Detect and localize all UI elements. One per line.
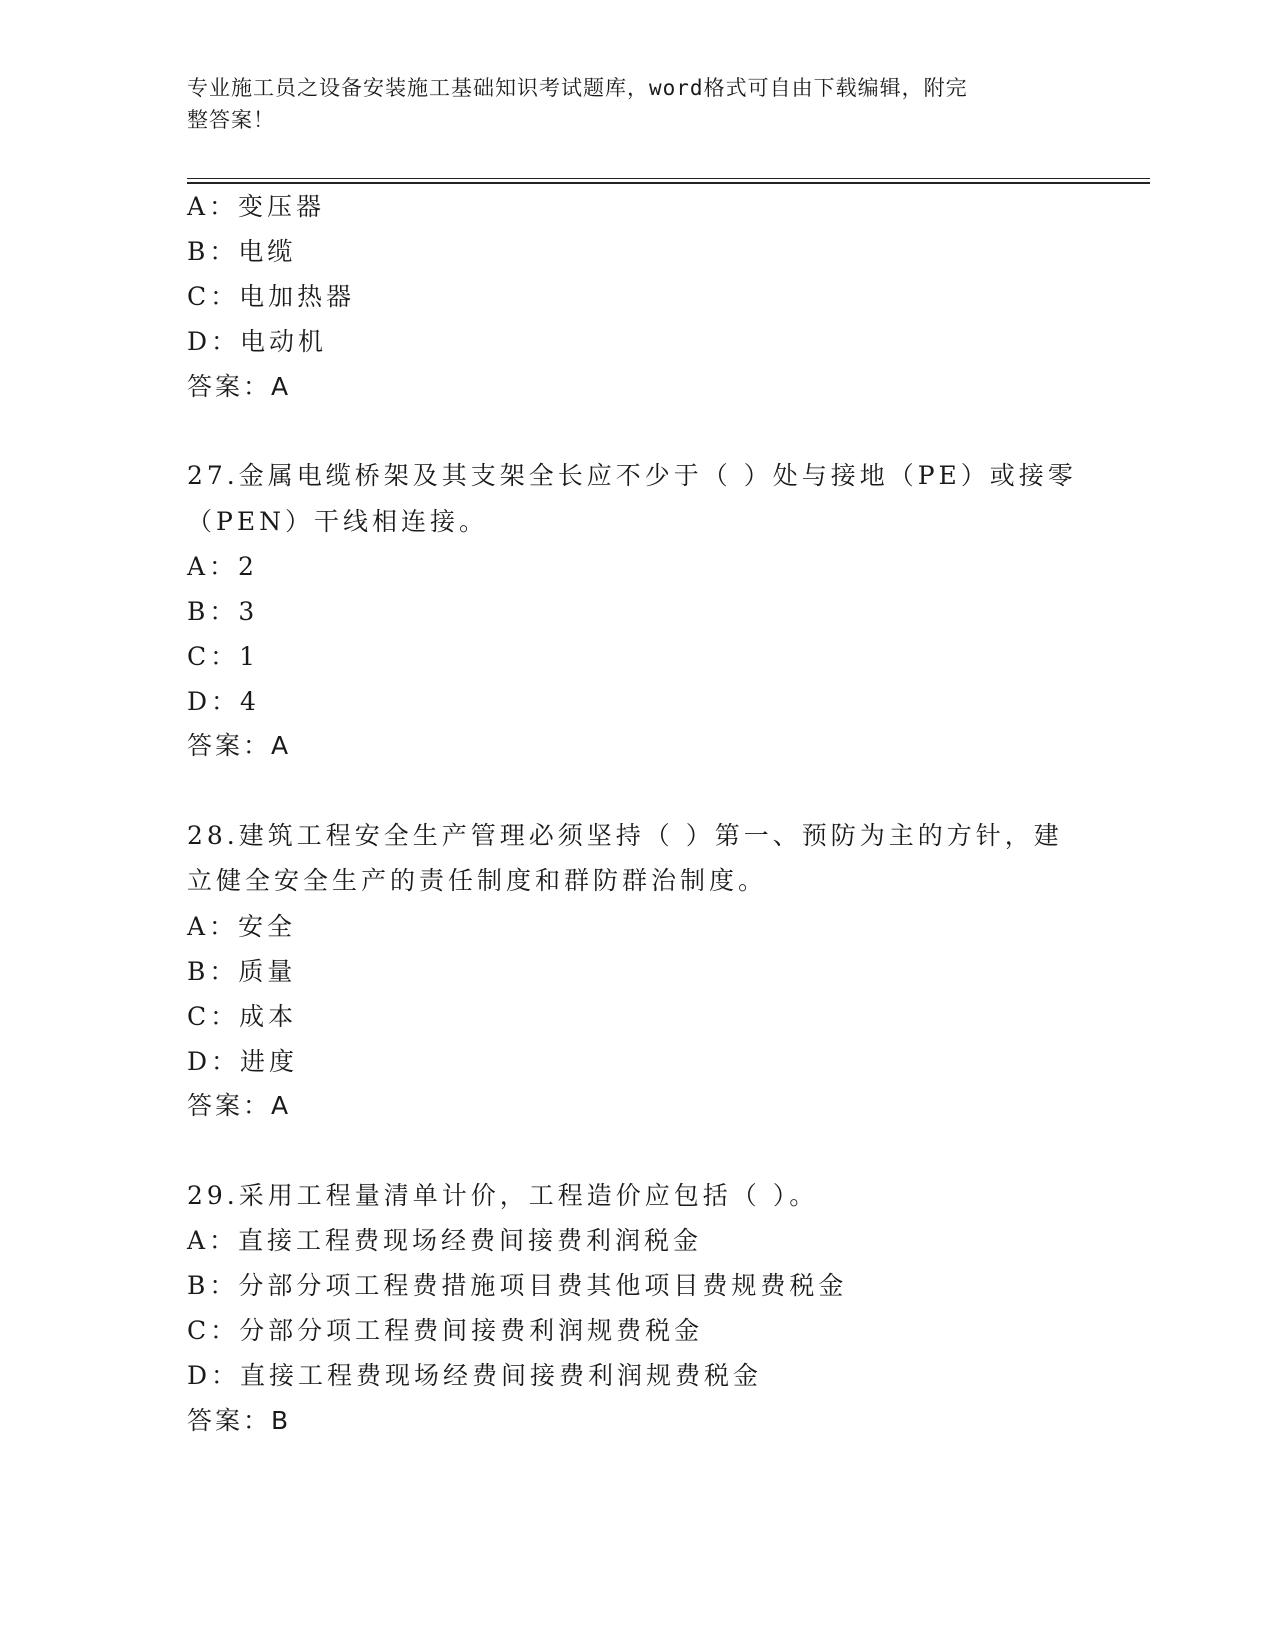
option-c: C：电加热器 xyxy=(187,282,356,311)
header-divider-thin xyxy=(187,178,1150,179)
option-d: D：4 xyxy=(187,687,260,716)
answer: 答案：A xyxy=(187,731,292,760)
option-b: B：电缆 xyxy=(187,237,297,266)
option-c: C：分部分项工程费间接费利润规费税金 xyxy=(187,1316,704,1345)
option-a: A：变压器 xyxy=(187,192,326,221)
header-line-2: 整答案！ xyxy=(187,108,275,132)
header-divider-thick xyxy=(187,182,1150,184)
option-b: B：质量 xyxy=(187,957,297,986)
option-d: D：电动机 xyxy=(187,327,328,356)
option-c: C：成本 xyxy=(187,1002,298,1031)
option-a: A：直接工程费现场经费间接费利润税金 xyxy=(187,1226,703,1255)
answer: 答案：A xyxy=(187,1091,292,1120)
option-d: D：进度 xyxy=(187,1047,299,1076)
option-c: C：1 xyxy=(187,642,260,671)
option-b: B：分部分项工程费措施项目费其他项目费规费税金 xyxy=(187,1271,848,1300)
question-stem-line-1: 27.金属电缆桥架及其支架全长应不少于（ ）处与接地（PE）或接零 xyxy=(187,461,1077,490)
answer: 答案：A xyxy=(187,372,292,401)
option-d: D：直接工程费现场经费间接费利润规费税金 xyxy=(187,1361,763,1390)
option-b: B：3 xyxy=(187,597,259,626)
option-a: A：2 xyxy=(187,552,258,581)
answer: 答案：B xyxy=(187,1406,292,1435)
question-stem-line-1: 29.采用工程量清单计价，工程造价应包括（ ）。 xyxy=(187,1181,819,1210)
question-stem-line-2: （PEN）干线相连接。 xyxy=(187,507,488,536)
document-header xyxy=(187,72,1067,136)
question-stem-line-1: 28.建筑工程安全生产管理必须坚持（ ）第一、预防为主的方针，建 xyxy=(187,821,1063,850)
header-line-1: 专业施工员之设备安装施工基础知识考试题库，word格式可自由下载编辑，附完 xyxy=(187,76,968,100)
question-stem-line-2: 立健全安全生产的责任制度和群防群治制度。 xyxy=(187,866,768,895)
option-a: A：安全 xyxy=(187,912,297,941)
